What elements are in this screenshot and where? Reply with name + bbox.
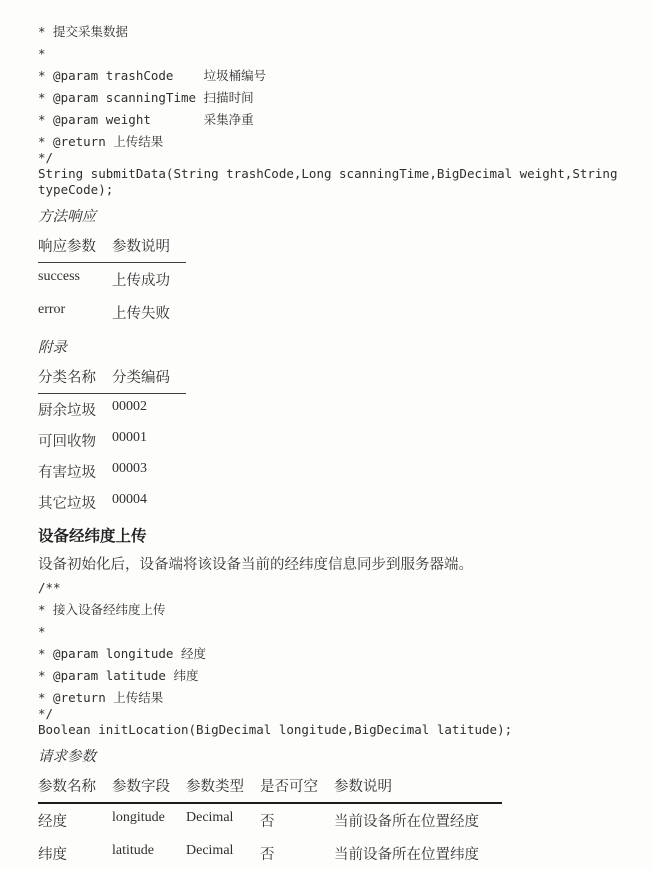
param-nullable-cell: 否 [260,814,275,830]
code-line-signature-initlocation: Boolean initLocation(BigDecimal longitude,BigDecimal latitude); [38,722,513,737]
code-line: * 接入设备经纬度上传 [38,602,166,617]
param-type-cell: Decimal [186,843,234,858]
category-name-cell: 可回收物 [38,434,96,450]
param-name-cell: 经度 [38,814,67,830]
code-line-comment-end: */ [38,706,54,721]
table-row [38,394,186,426]
category-code-cell: 00004 [112,492,147,507]
category-code-cell: 00002 [112,399,147,414]
column-header: 分类名称 [38,364,112,394]
table-header-row [38,233,186,263]
table-row [38,487,186,518]
category-name-cell: 其它垃圾 [38,496,96,512]
code-line-param-scanningtime: * @param scanningTime 扫描时间 [38,90,254,105]
column-header: 参数说明 [112,233,186,263]
table-row [38,837,502,870]
table-row [38,296,186,329]
table-row [38,263,186,297]
category-name-cell: 厨余垃圾 [38,403,96,419]
category-name-cell: 有害垃圾 [38,465,96,481]
table-header-row [38,773,502,803]
response-param-cell: error [38,302,66,317]
method-response-heading: 方法响应 [38,209,96,225]
column-header: 参数字段 [112,773,186,803]
param-field-cell: latitude [112,843,154,858]
param-desc-cell: 当前设备所在位置经度 [334,814,479,830]
request-table [38,773,502,870]
param-name-cell: 纬度 [38,847,67,863]
response-desc-cell: 上传失败 [112,306,170,322]
response-param-cell: success [38,269,80,284]
code-line-param-longitude: * @param longitude 经度 [38,646,206,661]
column-header: 参数类型 [186,773,260,803]
column-header: 分类编码 [112,364,186,394]
code-line: * [38,46,46,61]
code-line-comment-end: */ [38,150,54,165]
column-header: 参数名称 [38,773,112,803]
code-line-comment-start: /** [38,580,61,595]
code-line-param-trashcode: * @param trashCode 垃圾桶编号 [38,68,267,83]
code-line: * [38,624,46,639]
column-header: 是否可空 [260,773,334,803]
code-line-return: * @return 上传结果 [38,134,164,149]
category-code-cell: 00003 [112,461,147,476]
table-row [38,456,186,487]
column-header: 响应参数 [38,233,112,263]
table-row [38,425,186,456]
category-table [38,364,186,518]
column-header: 参数说明 [334,773,502,803]
response-table [38,233,186,329]
param-nullable-cell: 否 [260,847,275,863]
param-type-cell: Decimal [186,810,234,825]
code-line-return: * @return 上传结果 [38,690,164,705]
param-field-cell: longitude [112,810,165,825]
code-comment-block-location [38,580,631,738]
intro-paragraph: 设备初始化后，设备端将该设备当前的经纬度信息同步到服务器端。 [38,557,473,573]
category-code-cell: 00001 [112,430,147,445]
appendix-heading: 附录 [38,340,67,356]
code-comment-block-submit [38,24,631,198]
table-row [38,803,502,837]
code-line-param-latitude: * @param latitude 纬度 [38,668,199,683]
table-header-row [38,364,186,394]
param-desc-cell: 当前设备所在位置纬度 [334,847,479,863]
code-line: * 提交采集数据 [38,24,129,39]
code-line-signature-submitdata: String submitData(String trashCode,Long scanningTime,BigDecimal weight,String [38,166,618,181]
code-line-param-weight: * @param weight 采集净重 [38,112,254,127]
code-line-signature-wrap: typeCode); [38,182,114,197]
request-params-heading: 请求参数 [38,749,96,765]
response-desc-cell: 上传成功 [112,273,170,289]
section-title-location-upload: 设备经纬度上传 [38,528,147,545]
